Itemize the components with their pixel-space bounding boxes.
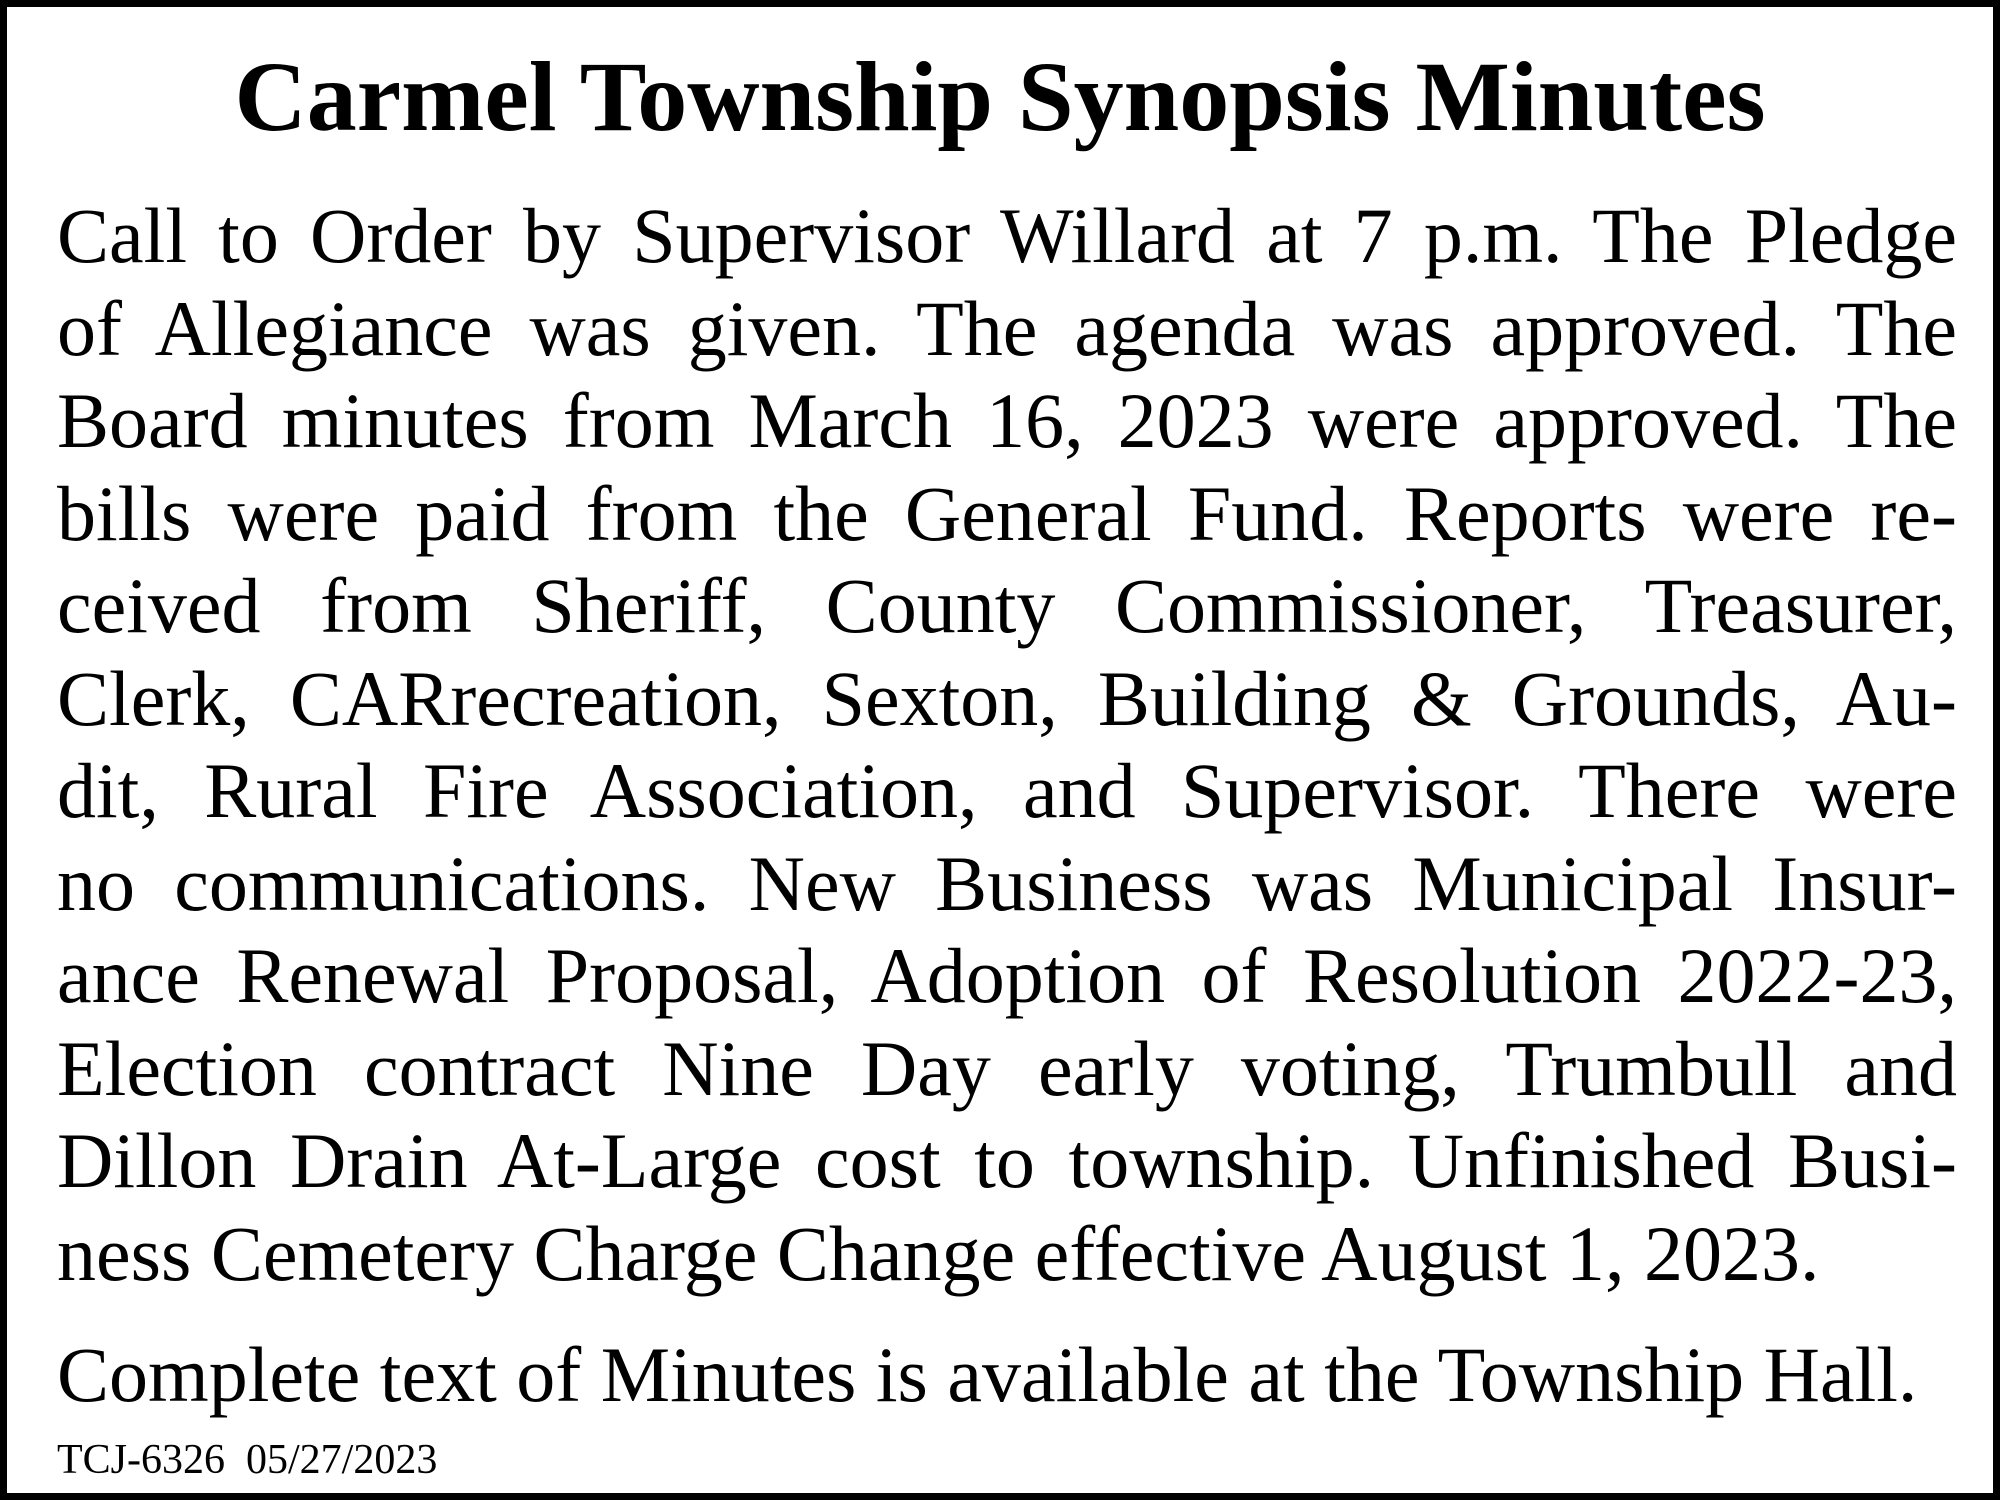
body-line: Call to Order by Supervisor Willard at 7 p.m. The Pledge (57, 192, 1957, 279)
body-line: Board minutes from March 16, 2023 were approved. The (57, 377, 1957, 464)
notice-body (57, 190, 1957, 1300)
body-line: Election contract Nine Day early voting, Trumbull and (57, 1024, 1957, 1112)
body-line: Clerk, CARrecreation, Sexton, Building & Grounds, Au- (57, 654, 1957, 742)
body-line: dit, Rural Fire Association, and Supervisor. There were (57, 747, 1957, 834)
body-line: ceived from Sheriff, County Commissioner, Treasurer, (57, 562, 1957, 649)
body-line: Dillon Drain At-Large cost to township. Unfinished Busi- (57, 1117, 1957, 1204)
body-line: bills were paid from the General Fund. Reports were re- (57, 469, 1957, 557)
body-line: ness Cemetery Charge Change effective August 1, 2023. (57, 1209, 1820, 1297)
publication-reference: TCJ-6326 05/27/2023 (57, 1437, 438, 1483)
body-line: ance Renewal Proposal, Adoption of Resolution 2022-23, (57, 932, 1957, 1019)
body-line: of Allegiance was given. The agenda was approved. The (57, 284, 1957, 372)
closing-statement: Complete text of Minutes is available at the Township Hall. (57, 1331, 1918, 1418)
notice-title: Carmel Township Synopsis Minutes (234, 41, 1766, 152)
body-line: no communications. New Business was Municipal Insur- (57, 839, 1957, 927)
